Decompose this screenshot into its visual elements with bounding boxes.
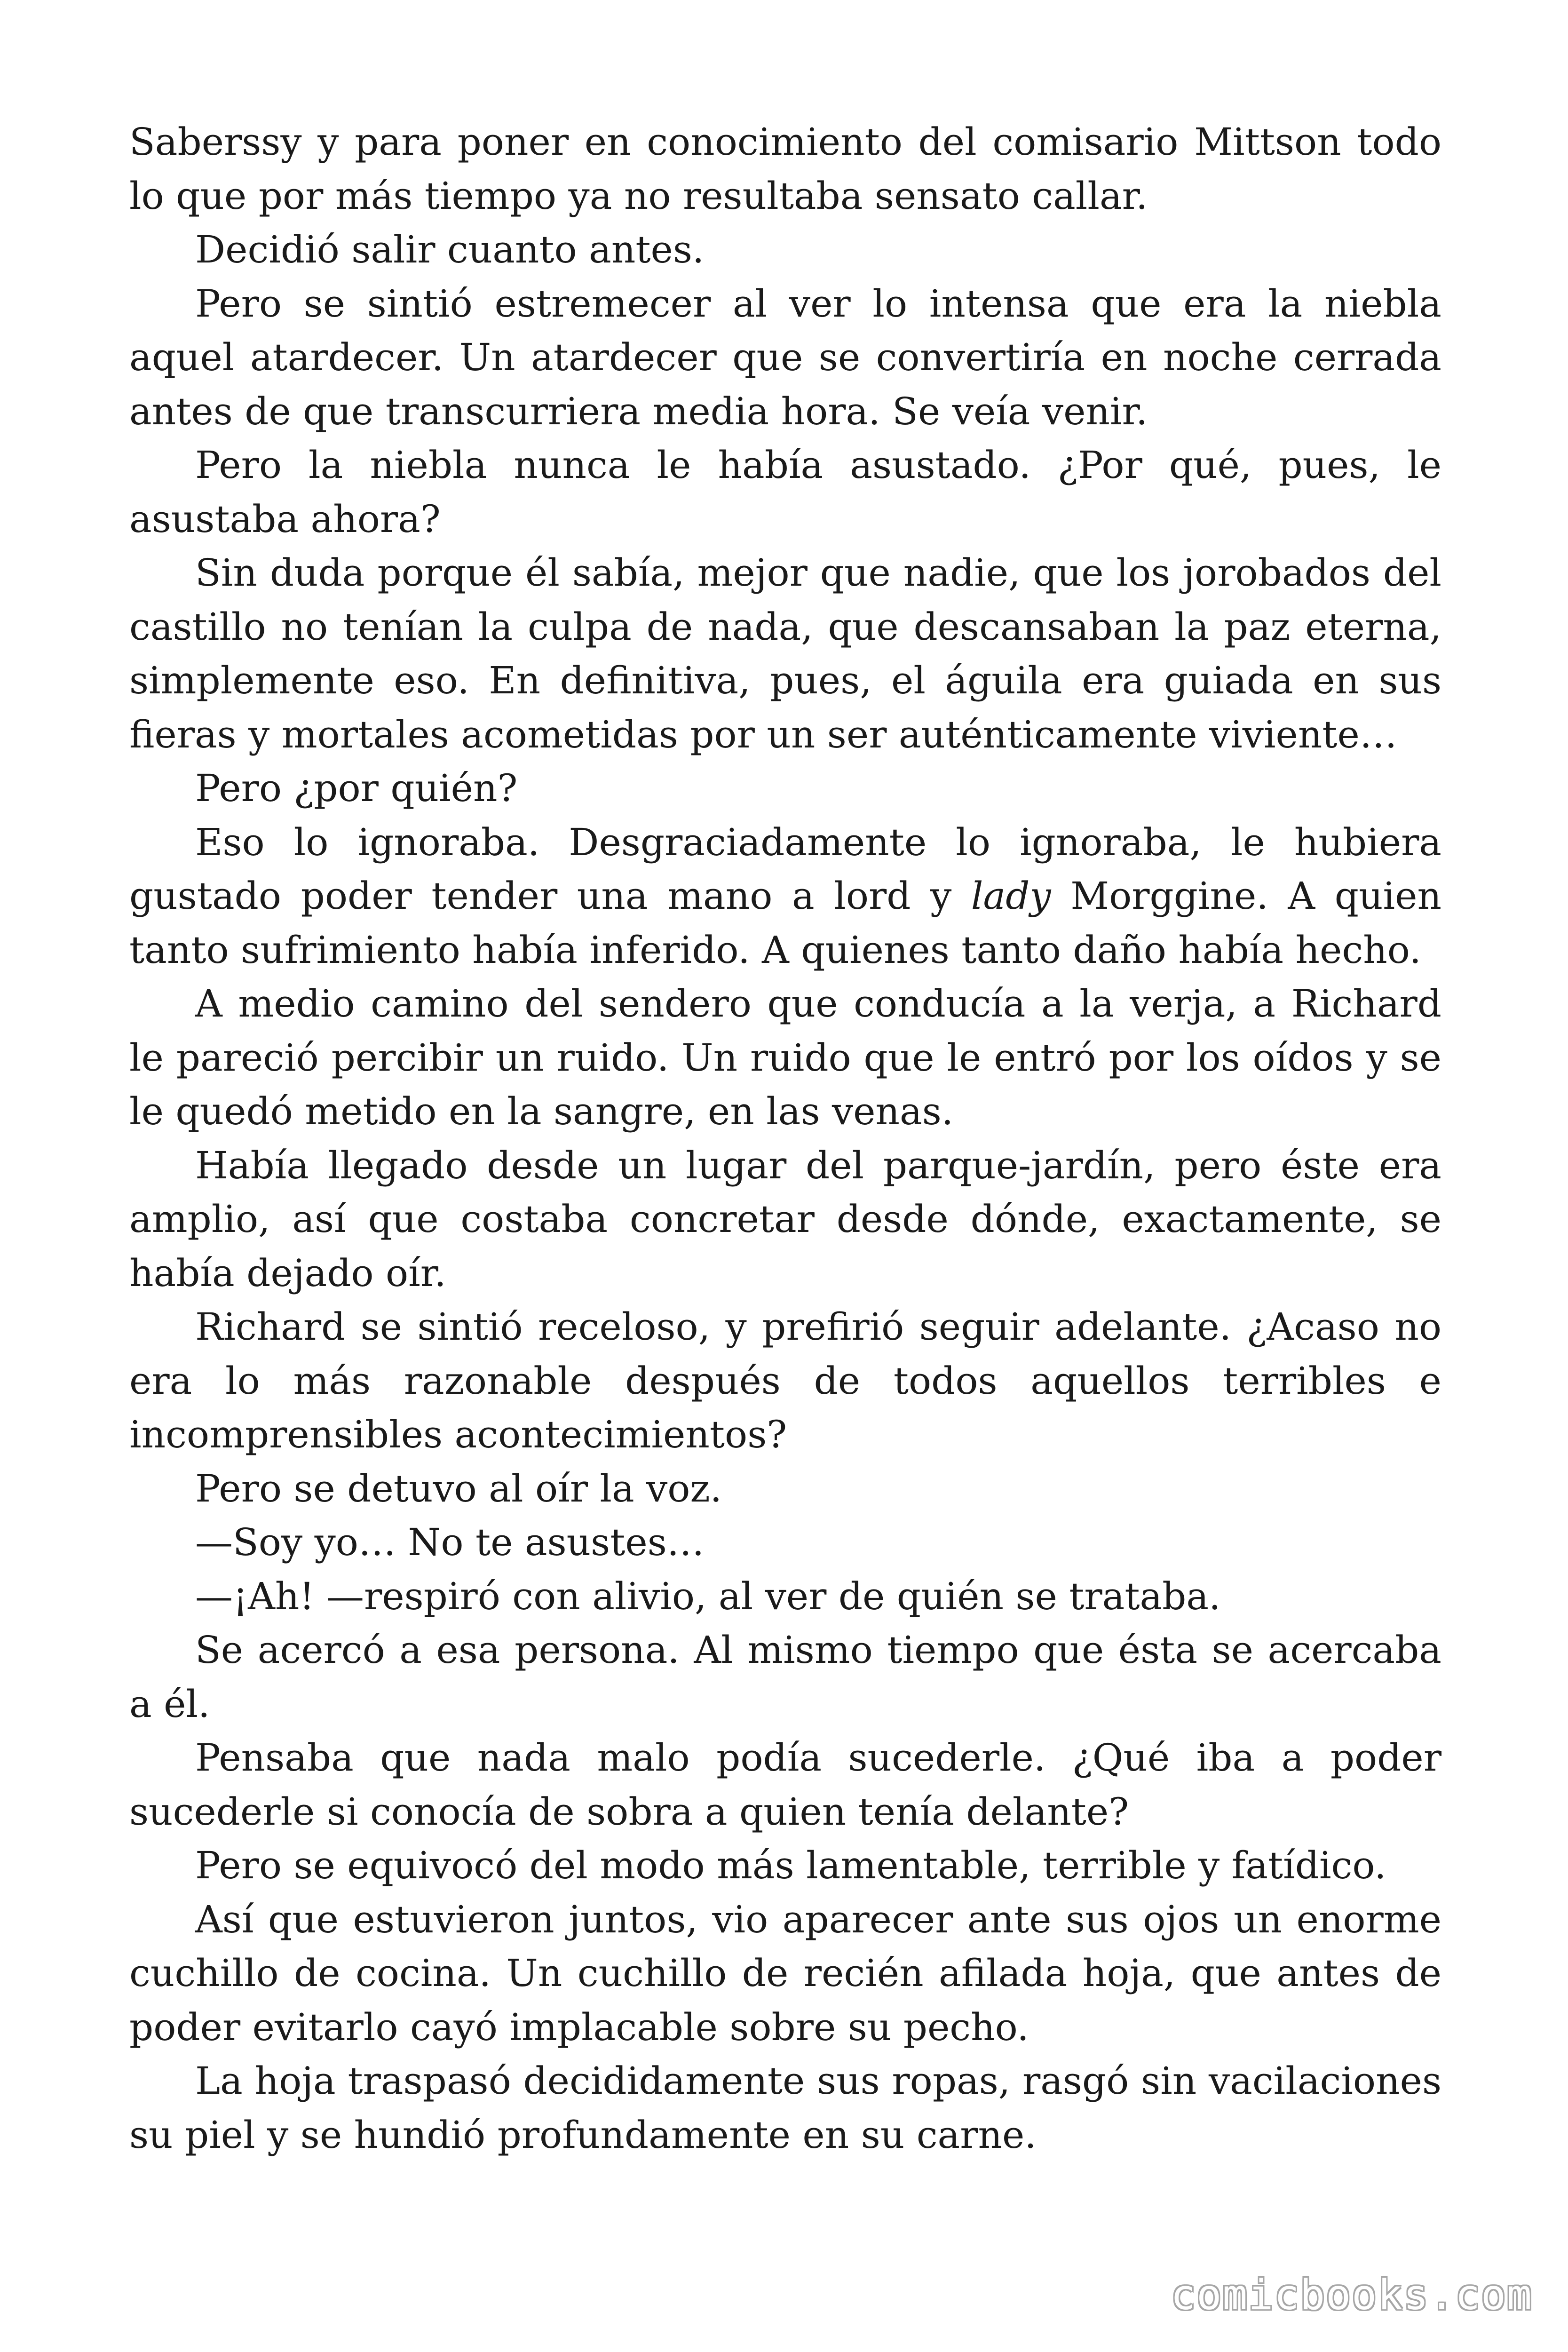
paragraph-2: Decidió salir cuanto antes.	[195, 228, 705, 271]
paragraph-11: Pero se detuvo al oír la voz.	[195, 1466, 722, 1510]
paragraph-7	[129, 816, 1441, 977]
paragraph-10: Richard se sintió receloso, y prefirió seguir adelante. ¿Acaso no era lo más razonable después de todos aquellos terribles e incomprensibles acontecimientos?	[129, 1305, 1441, 1456]
paragraph-5: Sin duda porque él sabía, mejor que nadie, que los jorobados del castillo no tenían la culpa de nada, que descansaban la paz eterna, simplemente eso. En definitiva, pues, el águila era guiada en sus fieras y mortales acometidas por un ser auténticamente viviente…	[129, 551, 1441, 756]
paragraph-8: A medio camino del sendero que conducía a la verja, a Richard le pareció percibir un ruido. Un ruido que le entró por los oídos y se le quedó metido en la sangre, en las venas.	[129, 982, 1441, 1133]
paragraph-6: Pero ¿por quién?	[195, 766, 518, 810]
paragraph-1: Saberssy y para poner en conocimiento del comisario Mittson todo lo que por más tiempo ya no resultaba sensato callar.	[129, 120, 1441, 218]
paragraph-13: —¡Ah! —respiró con alivio, al ver de quién se trataba.	[195, 1574, 1221, 1618]
page-body	[129, 115, 1441, 2162]
paragraph-7-text-a: Eso lo ignoraba. Desgraciadamente lo ignoraba, le hubiera gustado poder tender una mano a lord y	[129, 820, 1441, 918]
paragraph-3: Pero se sintió estremecer al ver lo intensa que era la niebla aquel atardecer. Un atardecer que se convertiría en noche cerrada antes de que transcurriera media hora. Se veía venir.	[129, 281, 1441, 433]
paragraph-14: Se acercó a esa persona. Al mismo tiempo que ésta se acercaba a él.	[129, 1628, 1441, 1726]
paragraph-12: —Soy yo… No te asustes…	[195, 1520, 705, 1564]
paragraph-15: Pensaba que nada malo podía sucederle. ¿Qué iba a poder sucederle si conocía de sobra a quien tenía delante?	[129, 1736, 1441, 1834]
paragraph-9: Había llegado desde un lugar del parque-jardín, pero éste era amplio, así que costaba concretar desde dónde, exactamente, se había dejado oír.	[129, 1143, 1441, 1295]
paragraph-17: Así que estuvieron juntos, vio aparecer ante sus ojos un enorme cuchillo de cocina. Un cuchillo de recién afilada hoja, que antes de poder evitarlo cayó implacable sobre su pecho.	[129, 1897, 1441, 2049]
watermark: comicbooks.com	[1171, 2271, 1533, 2319]
paragraph-7-text-b: Morggine. A quien tanto sufrimiento había inferido. A quienes tanto daño había hecho.	[129, 874, 1441, 972]
paragraph-7-italic: lady	[971, 874, 1051, 918]
paragraph-4: Pero la niebla nunca le había asustado. ¿Por qué, pues, le asustaba ahora?	[129, 443, 1441, 541]
paragraph-16: Pero se equivocó del modo más lamentable, terrible y fatídico.	[195, 1843, 1386, 1887]
paragraph-18: La hoja traspasó decididamente sus ropas, rasgó sin vacilaciones su piel y se hundió profundamente en su carne.	[129, 2059, 1441, 2157]
